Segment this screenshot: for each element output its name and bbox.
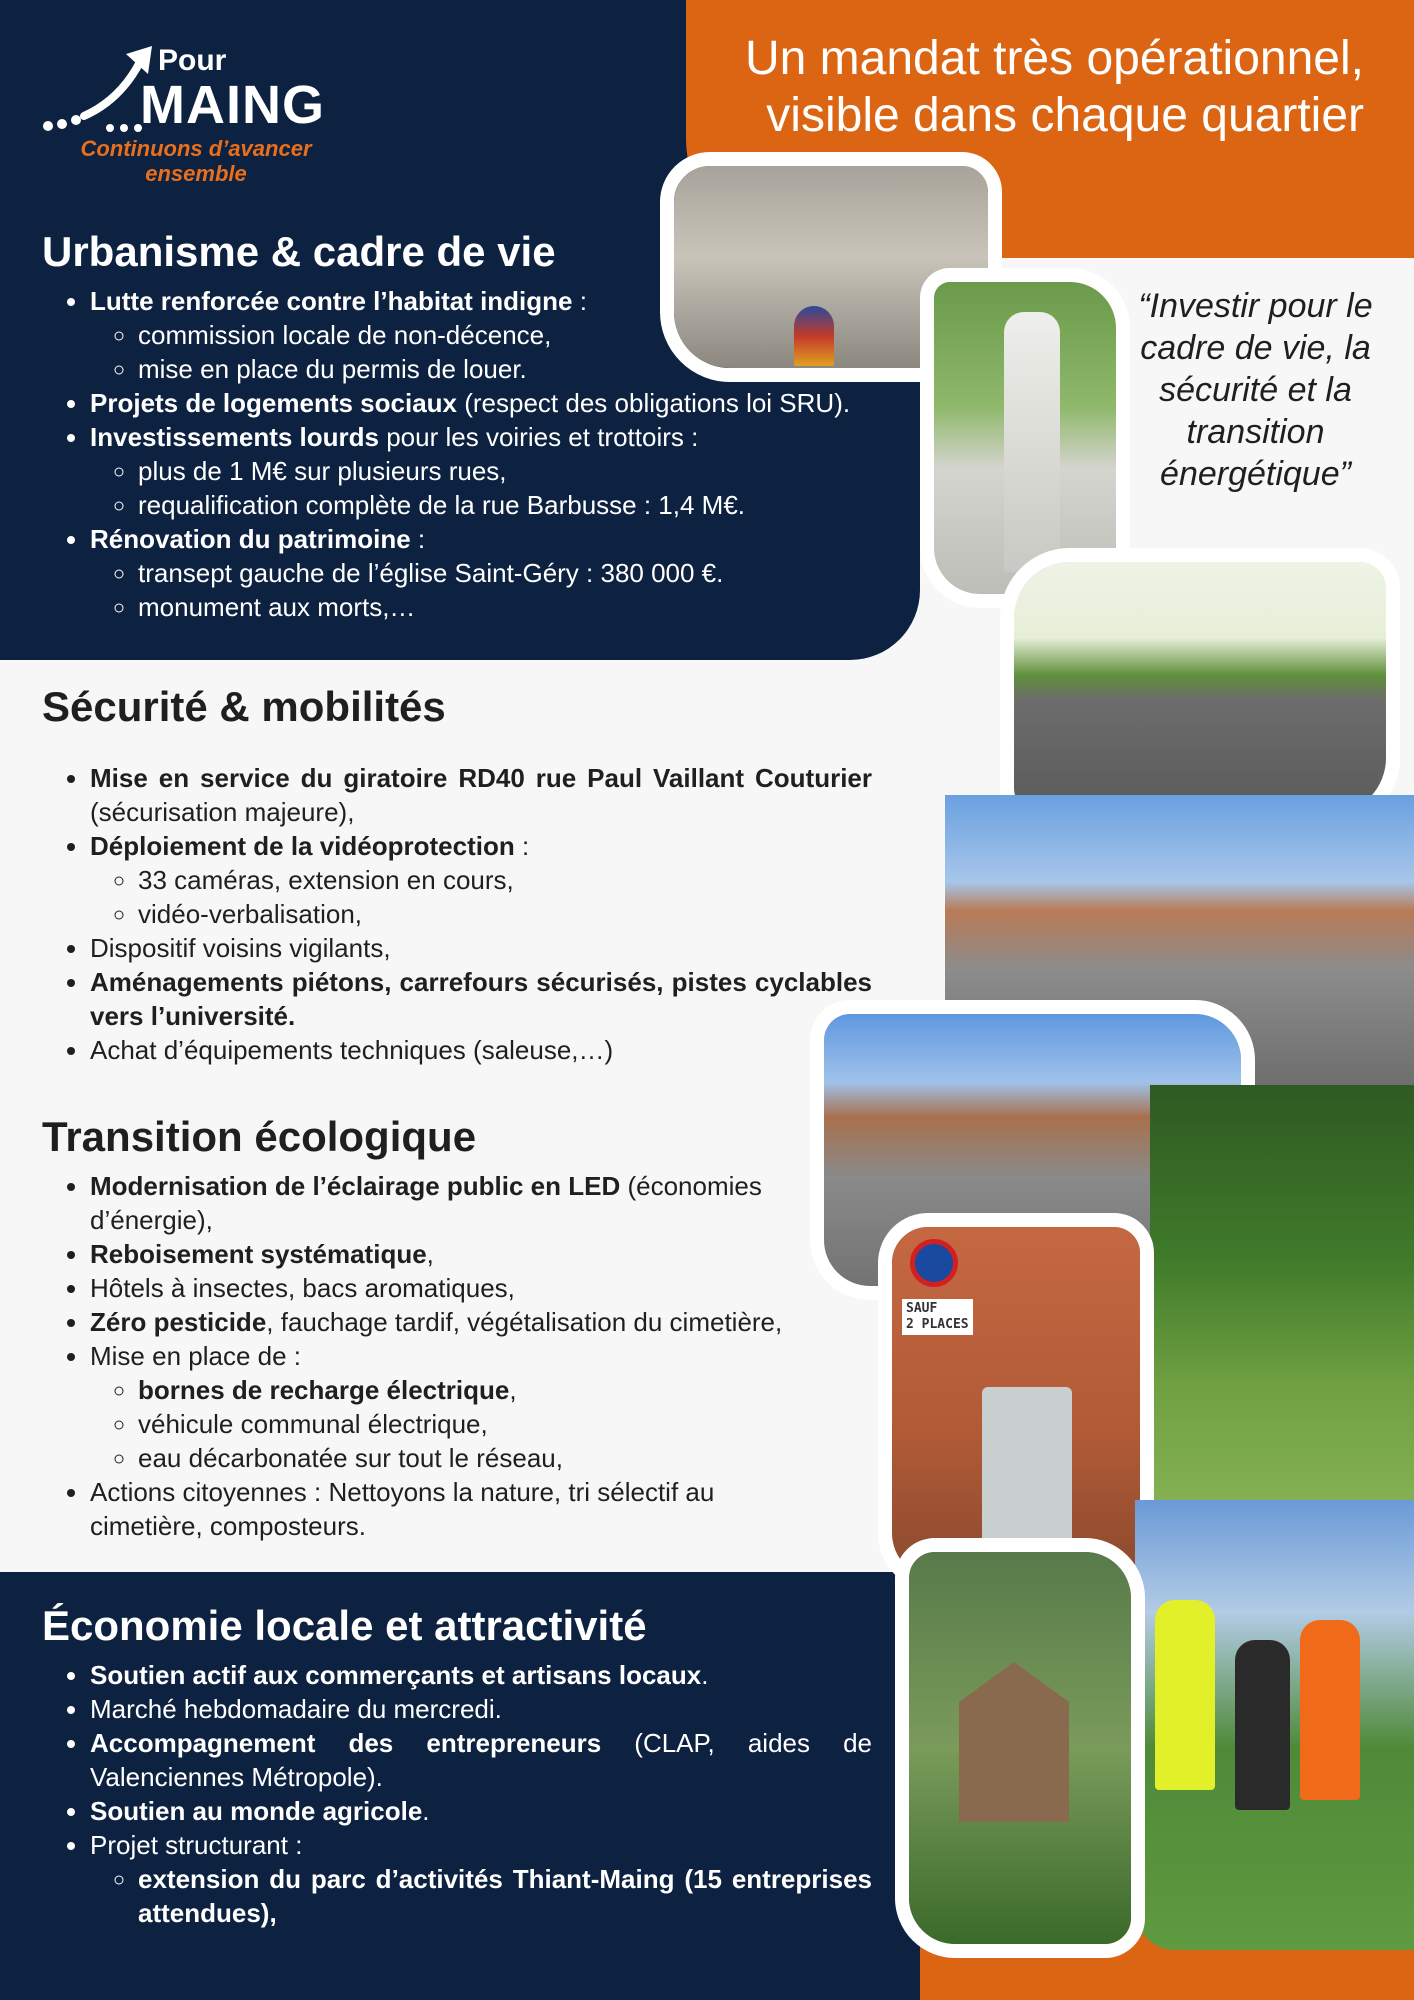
- list-item: • Modernisation de l’éclairage public en LED (économies d’énergie),: [90, 1169, 872, 1237]
- logo-pour: Pour: [158, 44, 227, 77]
- section-ecologie: [42, 1113, 872, 1543]
- list-item: • Aménagements piétons, carrefours sécurisés, pistes cyclables vers l’université.: [90, 965, 872, 1033]
- list-subitem: ◦ transept gauche de l’église Saint-Géry : 380 000 €.: [138, 556, 922, 590]
- list-item: • Zéro pesticide, fauchage tardif, végétalisation du cimetière,: [90, 1305, 872, 1339]
- list-item: • Soutien au monde agricole.: [90, 1794, 872, 1828]
- economie-list: [42, 1658, 872, 1930]
- list-item: • Projets de logements sociaux (respect des obligations loi SRU).: [90, 386, 922, 420]
- list-item: • Dispositif voisins vigilants,: [90, 931, 872, 965]
- section-economie: [42, 1602, 872, 1930]
- quote: “Investir pour le cadre de vie, la sécurité et la transition énergétique”: [1138, 287, 1373, 493]
- list-item: • Soutien actif aux commerçants et artisans locaux.: [90, 1658, 872, 1692]
- parking-sign-text: SAUF 2 PLACES: [902, 1299, 973, 1335]
- list-item: • Marché hebdomadaire du mercredi.: [90, 1692, 872, 1726]
- list-item: • Mise en place de : ◦ bornes de recharge électrique, ◦ véhicule communal électrique, ◦ eau décarbonatée sur tout le réseau,: [90, 1339, 872, 1475]
- urbanisme-list: [42, 284, 922, 624]
- list-subitem: ◦ plus de 1 M€ sur plusieurs rues,: [138, 454, 922, 488]
- list-subitem: ◦ extension du parc d’activités Thiant-Maing (15 entreprises attendues),: [138, 1862, 872, 1930]
- section-securite: [42, 683, 872, 1067]
- reforestation-park-photo: [1150, 1085, 1414, 1515]
- section-title-ecologie: Transition écologique: [42, 1113, 477, 1160]
- section-title-urbanisme: Urbanisme & cadre de vie: [42, 228, 556, 275]
- logo-maing: MAING: [140, 75, 325, 135]
- headline: Un mandat très opérationnel, visible dans chaque quartier: [744, 32, 1364, 142]
- list-item: • Reboisement systématique,: [90, 1237, 872, 1271]
- list-item: • Achat d’équipements techniques (saleuse,…): [90, 1033, 872, 1067]
- list-item: • Projet structurant : ◦ extension du parc d’activités Thiant-Maing (15 entreprises attendues),: [90, 1828, 872, 1930]
- insect-hotel-photo: [895, 1538, 1145, 1958]
- list-subitem: ◦ bornes de recharge électrique,: [138, 1373, 872, 1407]
- section-urbanisme: [42, 228, 922, 624]
- list-item: • Mise en service du giratoire RD40 rue Paul Vaillant Couturier (sécurisation majeure),: [90, 761, 872, 829]
- charging-station-photo: [878, 1213, 1154, 1593]
- section-title-economie: Économie locale et attractivité: [42, 1602, 647, 1649]
- section-title-securite: Sécurité & mobilités: [42, 683, 446, 730]
- ecologie-list: [42, 1169, 872, 1543]
- no-parking-sign-icon: [910, 1239, 958, 1287]
- list-subitem: ◦ requalification complète de la rue Barbusse : 1,4 M€.: [138, 488, 922, 522]
- list-item: • Accompagnement des entrepreneurs (CLAP, aides de Valenciennes Métropole).: [90, 1726, 872, 1794]
- pour-maing-logo: [40, 40, 330, 190]
- list-item: • Rénovation du patrimoine : ◦ transept gauche de l’église Saint-Géry : 380 000 €. ◦ monument aux morts,…: [90, 522, 922, 624]
- list-subitem: ◦ vidéo-verbalisation,: [138, 897, 872, 931]
- list-subitem: ◦ monument aux morts,…: [138, 590, 922, 624]
- list-subitem: ◦ 33 caméras, extension en cours,: [138, 863, 872, 897]
- list-item: • Hôtels à insectes, bacs aromatiques,: [90, 1271, 872, 1305]
- citizen-cleanup-photo: [1135, 1500, 1414, 1950]
- list-item: • Déploiement de la vidéoprotection : ◦ 33 caméras, extension en cours, ◦ vidéo-verbalisation,: [90, 829, 872, 931]
- list-subitem: ◦ commission locale de non-décence,: [138, 318, 922, 352]
- list-item: • Actions citoyennes : Nettoyons la nature, tri sélectif au cimetière, composteurs.: [90, 1475, 810, 1543]
- logo-tagline: Continuons d’avancer ensemble: [80, 136, 312, 186]
- list-subitem: ◦ mise en place du permis de louer.: [138, 352, 922, 386]
- list-item: • Investissements lourds pour les voiries et trottoirs : ◦ plus de 1 M€ sur plusieurs rues, ◦ requalification complète de la rue Barbusse : 1,4 M€.: [90, 420, 922, 522]
- securite-list: [42, 761, 872, 1067]
- list-item: • Lutte renforcée contre l’habitat indigne : ◦ commission locale de non-décence, ◦ mise en place du permis de louer.: [90, 284, 922, 386]
- roundabout-photo: [1000, 548, 1400, 828]
- list-subitem: ◦ eau décarbonatée sur tout le réseau,: [138, 1441, 872, 1475]
- list-subitem: ◦ véhicule communal électrique,: [138, 1407, 872, 1441]
